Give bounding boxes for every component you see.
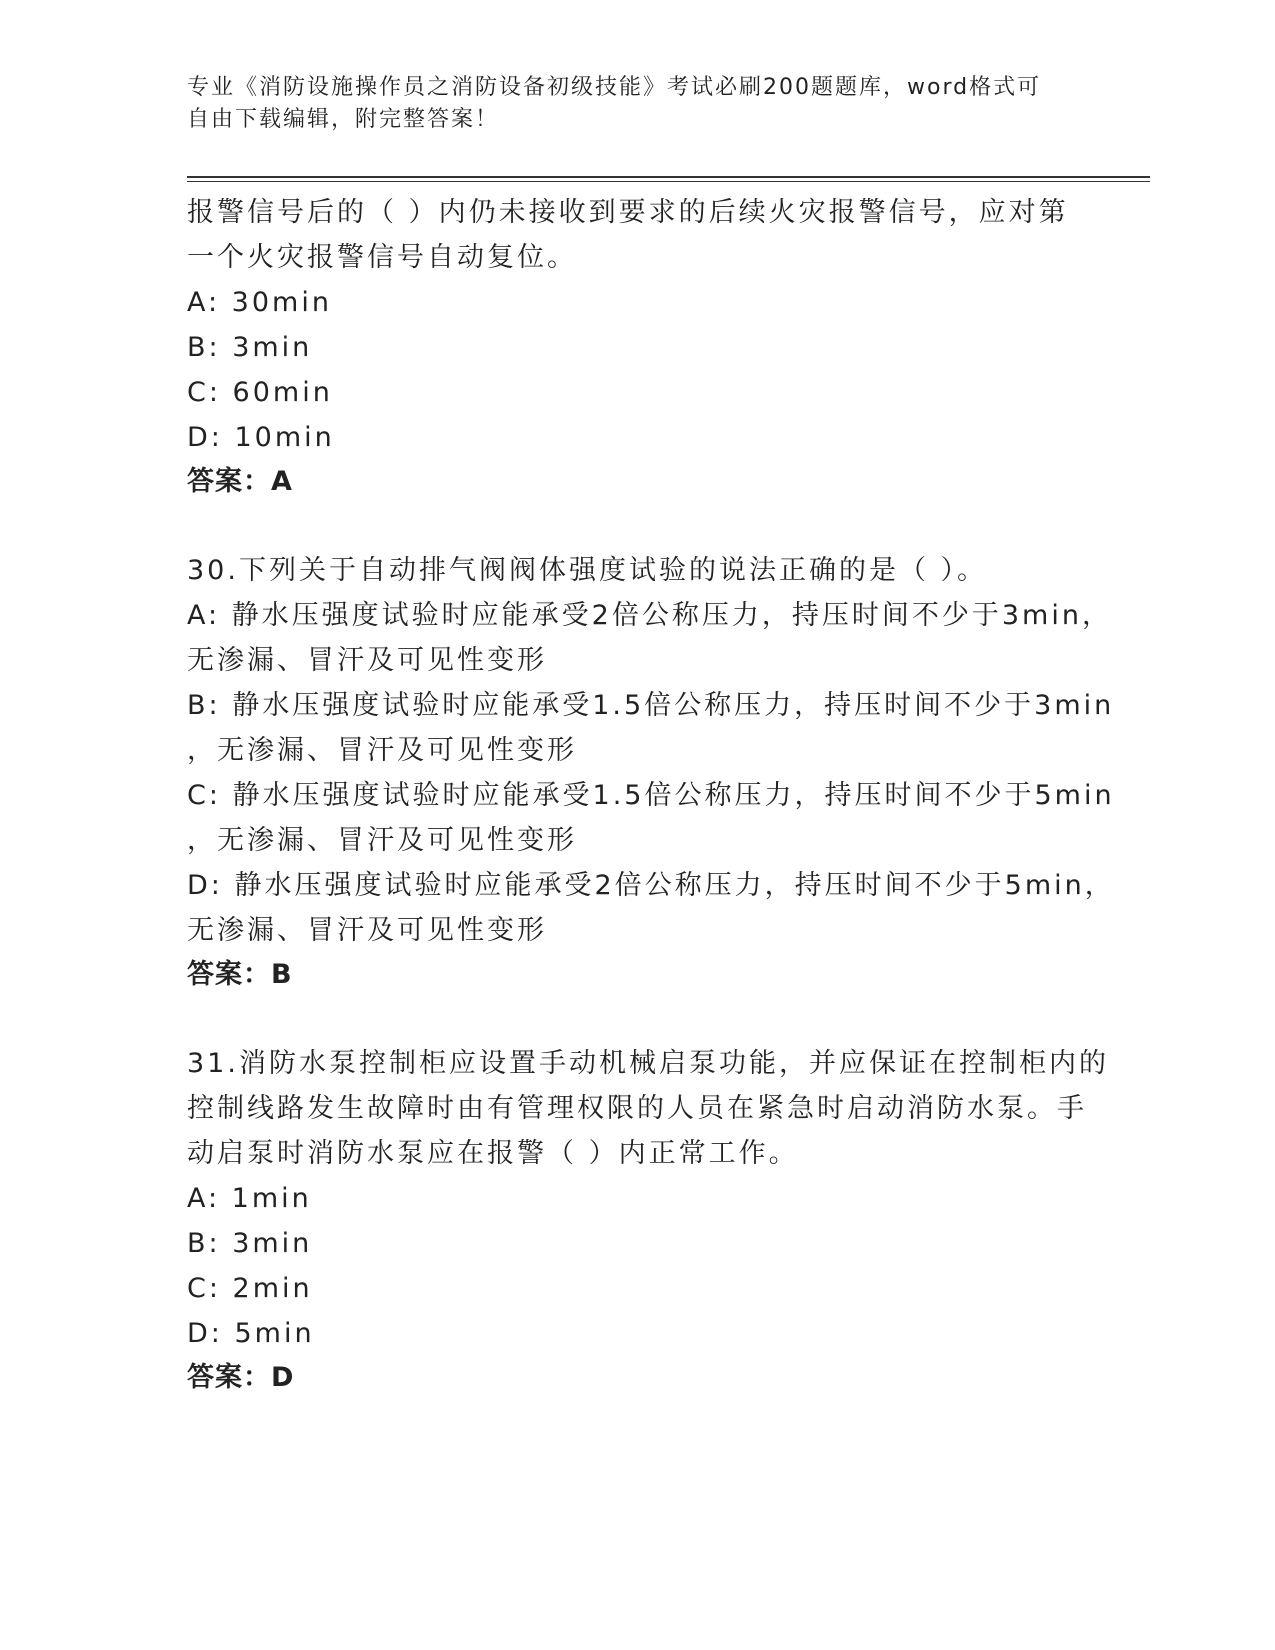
option-c-line-2: ，无渗漏、冒汗及可见性变形 — [187, 825, 577, 856]
option-d: D: 10min — [187, 422, 335, 453]
option-a-line-2: 无渗漏、冒汗及可见性变形 — [187, 645, 547, 676]
header-divider-thin — [187, 181, 1150, 182]
option-a: A: 1min — [187, 1183, 312, 1214]
answer-label: 答案：D — [187, 1362, 295, 1393]
option-d-line-2: 无渗漏、冒汗及可见性变形 — [187, 915, 547, 946]
option-a: A: 30min — [187, 287, 332, 318]
question-29 — [187, 190, 1087, 504]
question-31 — [187, 1041, 1109, 1400]
spacer — [187, 997, 1087, 1041]
option-a-line-1: A: 静水压强度试验时应能承受2倍公称压力，持压时间不少于3min， — [187, 600, 1112, 631]
option-c-line-1: C: 静水压强度试验时应能承受1.5倍公称压力，持压时间不少于5min — [187, 780, 1115, 811]
question-text-line: 一个火灾报警信号自动复位。 — [187, 242, 577, 273]
option-c: C: 2min — [187, 1273, 313, 1304]
question-content — [187, 190, 1115, 1400]
option-b: B: 3min — [187, 332, 313, 363]
option-b-line-2: ，无渗漏、冒汗及可见性变形 — [187, 735, 577, 766]
page-header — [187, 72, 1067, 136]
question-30 — [187, 548, 1115, 997]
question-title-line-2: 控制线路发生故障时由有管理权限的人员在紧急时启动消防水泵。手 — [187, 1093, 1087, 1124]
header-divider-thick — [187, 176, 1150, 178]
question-text-line: 报警信号后的（ ）内仍未接收到要求的后续火灾报警信号，应对第 — [187, 197, 1069, 228]
header-line-2: 自由下载编辑，附完整答案！ — [187, 107, 500, 132]
option-c: C: 60min — [187, 377, 333, 408]
question-title-line-3: 动启泵时消防水泵应在报警（ ）内正常工作。 — [187, 1138, 799, 1169]
answer-label: 答案：B — [187, 959, 293, 990]
spacer — [187, 504, 1087, 548]
option-b-line-1: B: 静水压强度试验时应能承受1.5倍公称压力，持压时间不少于3min — [187, 690, 1115, 721]
question-title: 30.下列关于自动排气阀阀体强度试验的说法正确的是（ ）。 — [187, 555, 988, 586]
answer-label: 答案：A — [187, 466, 293, 497]
question-title-line-1: 31.消防水泵控制柜应设置手动机械启泵功能，并应保证在控制柜内的 — [187, 1048, 1109, 1079]
option-d-line-1: D: 静水压强度试验时应能承受2倍公称压力，持压时间不少于5min， — [187, 870, 1115, 901]
option-b: B: 3min — [187, 1228, 313, 1259]
header-line-1: 专业《消防设施操作员之消防设备初级技能》考试必刷200题题库，word格式可 — [187, 75, 1042, 100]
option-d: D: 5min — [187, 1318, 315, 1349]
